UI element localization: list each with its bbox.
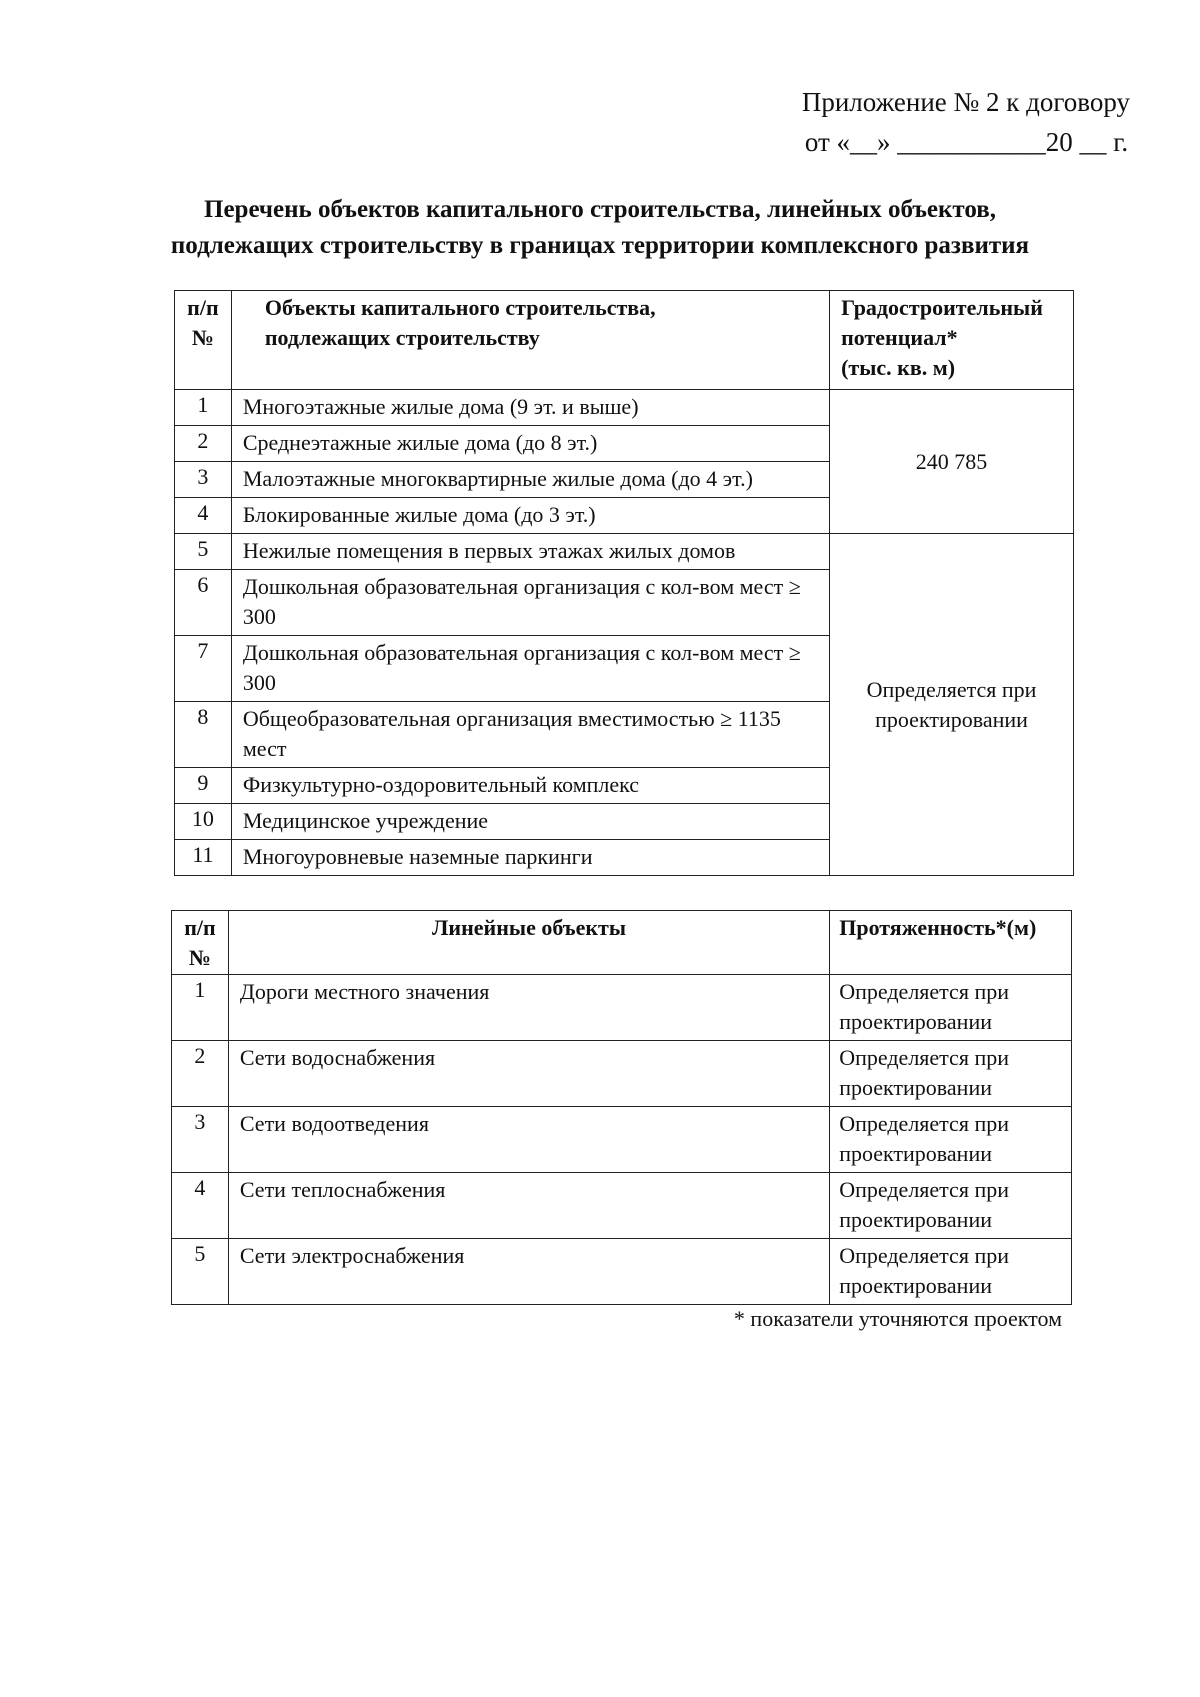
row-number: 9 (175, 768, 232, 804)
header-objects (231, 291, 829, 390)
row-length (830, 975, 1072, 1041)
row-number: 2 (175, 426, 232, 462)
table-row (172, 1041, 1072, 1107)
row-name: Общеобразовательная организация вместимостью ≥ 1135 мест (231, 702, 829, 768)
row-number: 3 (172, 1107, 229, 1173)
row-length-line-1: Определяется при (839, 979, 1009, 1004)
document-title (100, 192, 1100, 264)
row-name: Сети электроснабжения (228, 1239, 829, 1305)
header-objects-line-2: подлежащих строительству (264, 325, 540, 350)
capital-objects-table (174, 290, 1074, 876)
header-number-line-1: п/п (184, 915, 216, 940)
table-row (172, 1107, 1072, 1173)
row-length (830, 1173, 1072, 1239)
row-length-line-2: проектировании (839, 1273, 992, 1298)
table-row (175, 390, 1074, 426)
row-number: 6 (175, 570, 232, 636)
row-number: 5 (172, 1239, 229, 1305)
row-name: Многоуровневые наземные паркинги (231, 840, 829, 876)
row-name: Сети водоотведения (228, 1107, 829, 1173)
row-name: Среднеэтажные жилые дома (до 8 эт.) (231, 426, 829, 462)
footnote: * показатели уточняются проектом (733, 1306, 1062, 1331)
row-number: 4 (172, 1173, 229, 1239)
annex-date-line: от «__» ___________20 __ г. (804, 127, 1129, 157)
row-number: 1 (172, 975, 229, 1041)
row-name: Физкультурно-оздоровительный комплекс (231, 768, 829, 804)
row-length-line-1: Определяется при (839, 1111, 1009, 1136)
row-name: Малоэтажные многоквартирные жилые дома (до 4 эт.) (231, 462, 829, 498)
row-number: 4 (175, 498, 232, 534)
document-title-line-2: подлежащих строительству в границах территории комплексного развития (170, 232, 1030, 259)
row-length-line-1: Определяется при (839, 1045, 1009, 1070)
row-length-line-2: проектировании (839, 1141, 992, 1166)
row-name: Сети теплоснабжения (228, 1173, 829, 1239)
row-number: 7 (175, 636, 232, 702)
header-number (172, 911, 229, 975)
potential-determined-line-1: Определяется при (866, 676, 1037, 702)
header-number (175, 291, 232, 390)
header-potential-line-2: потенциал* (841, 325, 958, 350)
potential-value: 240 785 (830, 390, 1074, 534)
row-number: 10 (175, 804, 232, 840)
row-number: 2 (172, 1041, 229, 1107)
row-name: Медицинское учреждение (231, 804, 829, 840)
linear-objects-table (171, 910, 1072, 1305)
row-name: Нежилые помещения в первых этажах жилых домов (231, 534, 829, 570)
table-row (172, 975, 1072, 1041)
row-name: Блокированные жилые дома (до 3 эт.) (231, 498, 829, 534)
header-linear-objects: Линейные объекты (228, 911, 829, 975)
table-header-row (172, 911, 1072, 975)
table-header-row (175, 291, 1074, 390)
row-length (830, 1041, 1072, 1107)
potential-determined-line-2: проектировании (875, 706, 1028, 732)
header-potential (830, 291, 1074, 390)
table-row (175, 534, 1074, 570)
row-length-line-2: проектировании (839, 1009, 992, 1034)
potential-to-be-determined (830, 534, 1074, 876)
header-potential-line-3: (тыс. кв. м) (841, 355, 956, 380)
row-name: Многоэтажные жилые дома (9 эт. и выше) (231, 390, 829, 426)
header-length: Протяженность*(м) (830, 911, 1072, 975)
row-length (830, 1239, 1072, 1305)
row-length-line-2: проектировании (839, 1207, 992, 1232)
row-length-line-1: Определяется при (839, 1243, 1009, 1268)
annex-title: Приложение № 2 к договору (801, 87, 1130, 117)
table-row (172, 1239, 1072, 1305)
header-number-line-2: № (191, 325, 214, 350)
row-number: 1 (175, 390, 232, 426)
header-number-line-2: № (188, 945, 211, 970)
header-objects-line-1: Объекты капитального строительства, (264, 295, 656, 320)
row-number: 8 (175, 702, 232, 768)
row-name: Дошкольная образовательная организация с кол-вом мест ≥ 300 (231, 570, 829, 636)
row-name: Сети водоснабжения (228, 1041, 829, 1107)
row-name: Дошкольная образовательная организация с кол-вом мест ≥ 300 (231, 636, 829, 702)
header-potential-line-1: Градостроительный (841, 295, 1043, 320)
annex-header (802, 82, 1130, 162)
row-length-line-1: Определяется при (839, 1177, 1009, 1202)
row-length-line-2: проектировании (839, 1075, 992, 1100)
header-number-line-1: п/п (187, 295, 219, 320)
row-number: 11 (175, 840, 232, 876)
row-name: Дороги местного значения (228, 975, 829, 1041)
table-row (172, 1173, 1072, 1239)
row-length (830, 1107, 1072, 1173)
document-title-line-1: Перечень объектов капитального строительства, линейных объектов, (204, 196, 996, 223)
row-number: 3 (175, 462, 232, 498)
row-number: 5 (175, 534, 232, 570)
